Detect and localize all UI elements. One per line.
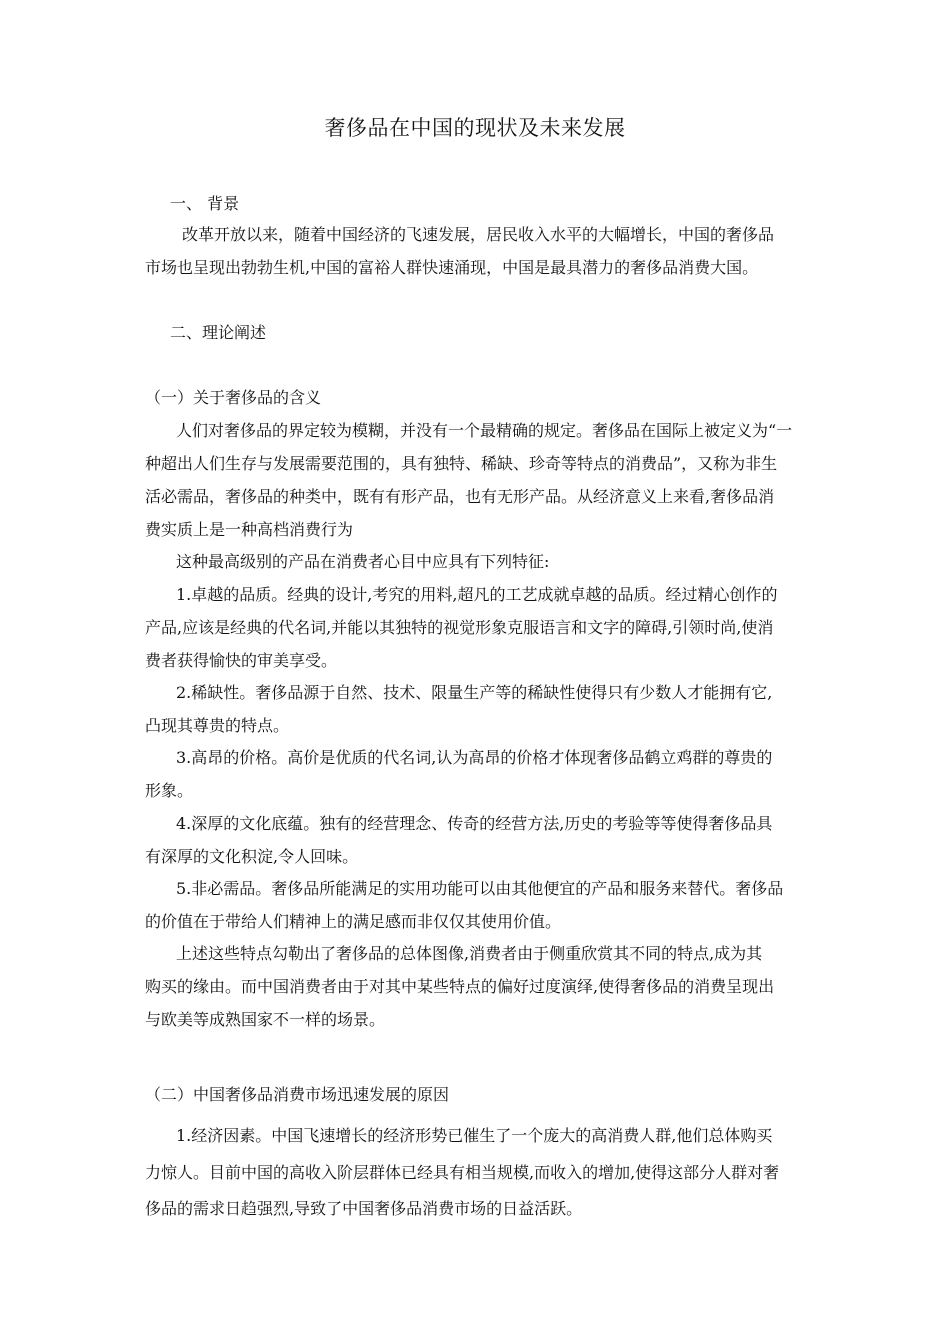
list-item-line: 产品,应该是经典的代名词,并能以其独特的视觉形象克服语言和文字的障碍,引领时尚,使消 bbox=[145, 618, 774, 637]
paragraph-line: 种超出人们生存与发展需要范围的，具有独特、稀缺、珍奇等特点的消费品”，又称为非生 bbox=[145, 454, 778, 473]
paragraph-line: 1.经济因素。中国飞速增长的经济形势已催生了一个庞大的高消费人群,他们总体购买 bbox=[176, 1126, 773, 1145]
paragraph-line: 与欧美等成熟国家不一样的场景。 bbox=[145, 1010, 386, 1029]
paragraph-line: 市场也呈现出勃勃生机,中国的富裕人群快速涌现，中国是最具潜力的奢侈品消费大国。 bbox=[145, 258, 759, 277]
paragraph-line: 人们对奢侈品的界定较为模糊，并没有一个最精确的规定。奢侈品在国际上被定义为“一 bbox=[176, 421, 793, 440]
paragraph-line: 活必需品，奢侈品的种类中，既有有形产品，也有无形产品。从经济意义上来看,奢侈品消 bbox=[145, 487, 775, 506]
paragraph-line: 力惊人。目前中国的高收入阶层群体已经具有相当规模,而收入的增加,使得这部分人群对奢 bbox=[145, 1163, 780, 1182]
paragraph-line: 侈品的需求日趋强烈,导致了中国奢侈品消费市场的日益活跃。 bbox=[145, 1199, 583, 1218]
list-item-line: 5.非必需品。奢侈品所能满足的实用功能可以由其他便宜的产品和服务来替代。奢侈品 bbox=[176, 879, 784, 898]
list-item-line: 2.稀缺性。奢侈品源于自然、技术、限量生产等的稀缺性使得只有少数人才能拥有它, bbox=[176, 683, 773, 702]
document-title: 奢侈品在中国的现状及未来发展 bbox=[324, 116, 626, 140]
paragraph-line: 上述这些特点勾勒出了奢侈品的总体图像,消费者由于侧重欣赏其不同的特点,成为其 bbox=[176, 944, 763, 963]
list-item-line: 的价值在于带给人们精神上的满足感而非仅仅其使用价值。 bbox=[145, 912, 562, 931]
paragraph-line: 费实质上是一种高档消费行为 bbox=[145, 520, 354, 539]
paragraph-line: 购买的缘由。而中国消费者由于对其中某些特点的偏好过度演绎,使得奢侈品的消费呈现出 bbox=[145, 977, 775, 996]
subsection-heading-definition: （一）关于奢侈品的含义 bbox=[145, 388, 322, 407]
list-item-line: 4.深厚的文化底蕴。独有的经营理念、传奇的经营方法,历史的考验等等使得奢侈品具 bbox=[176, 814, 773, 833]
paragraph-line: 这种最高级别的产品在消费者心目中应具有下列特征: bbox=[176, 552, 550, 571]
list-item-line: 3.高昂的价格。高价是优质的代名词,认为高昂的价格才体现奢侈品鹤立鸡群的尊贵的 bbox=[176, 748, 773, 767]
paragraph-line: 改革开放以来，随着中国经济的飞速发展，居民收入水平的大幅增长，中国的奢侈品 bbox=[182, 225, 775, 244]
section-heading-background: 一、 背景 bbox=[170, 194, 240, 213]
list-item-line: 1.卓越的品质。经典的设计,考究的用料,超凡的工艺成就卓越的品质。经过精心创作的 bbox=[176, 585, 778, 604]
section-heading-theory: 二、理论阐述 bbox=[170, 323, 267, 342]
list-item-line: 有深厚的文化积淀,令人回味。 bbox=[145, 847, 359, 866]
list-item-line: 凸现其尊贵的特点。 bbox=[145, 716, 290, 735]
list-item-line: 费者获得愉快的审美享受。 bbox=[145, 651, 338, 670]
subsection-heading-reasons: （二）中国奢侈品消费市场迅速发展的原因 bbox=[145, 1085, 450, 1104]
list-item-line: 形象。 bbox=[145, 781, 194, 800]
